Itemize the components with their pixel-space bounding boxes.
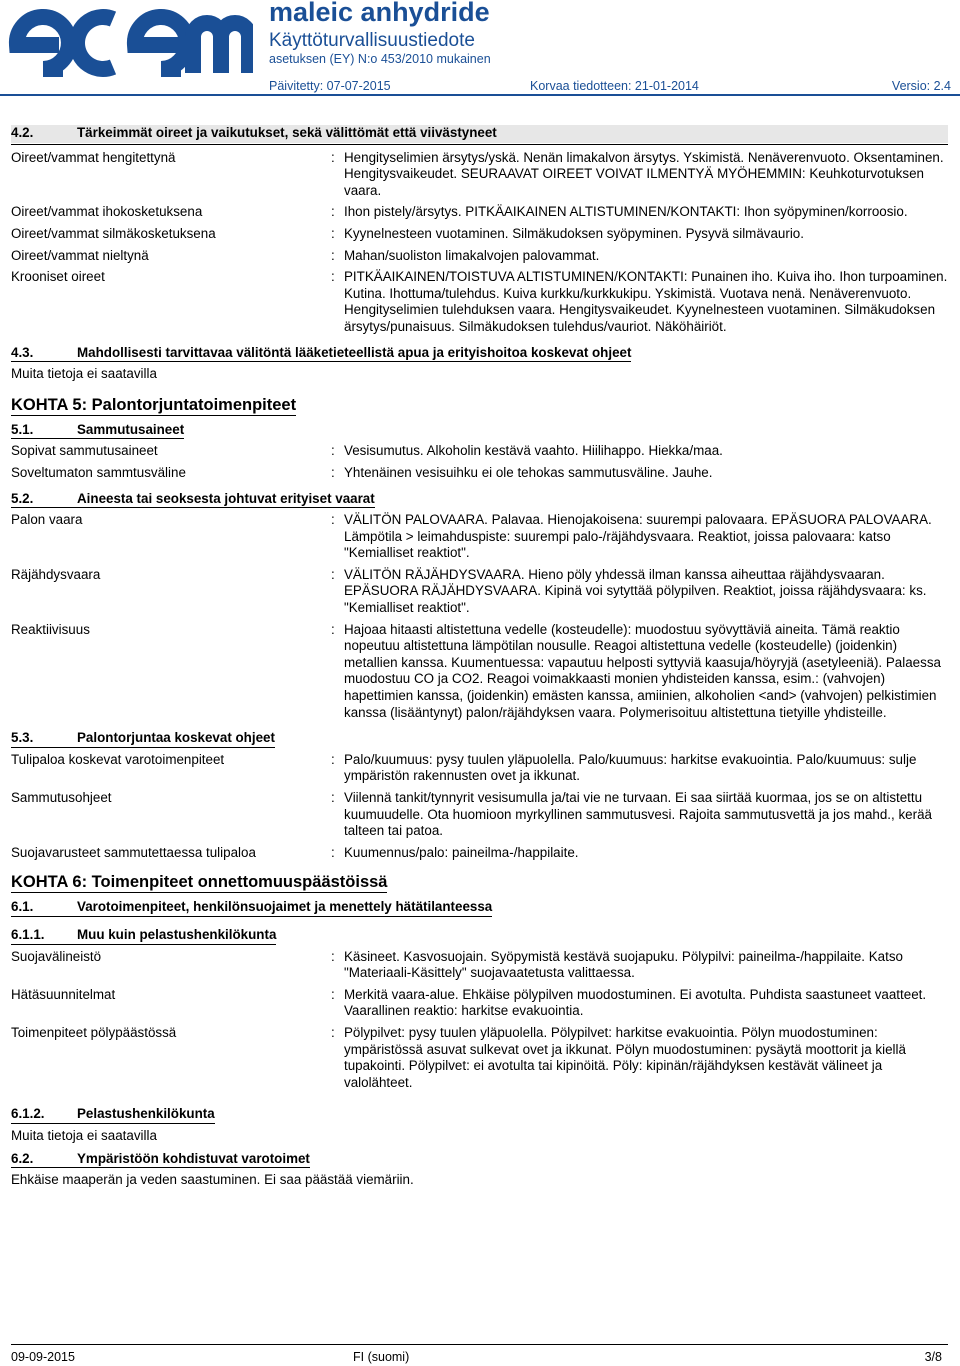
table-row: Oireet/vammat hengitettynä : Hengityselimien ärsytys/yskä. Nenän limakalvon ärsytys. Yskimistä. Nenäverenvuoto. Oksentaminen. Hengitysvaikeudet. SEURAAVAT OIREET VOIVAT ILMENTYÄ MYÖHEMMIN: Keuhkoturvotuksen vaara. bbox=[11, 149, 944, 198]
table-row: Suojavälineistö : Käsineet. Kasvosuojain. Syöpymistä kestävä suojapuku. Pölypilvi: paineilma-/happilaite. Katso "Materiaali-Käsittely" suojavaatetusta valittaessa. bbox=[11, 948, 903, 981]
ecem-logo bbox=[3, 3, 253, 83]
section-5-title: KOHTA 5: Palontorjuntatoimenpiteet bbox=[11, 395, 297, 414]
section-4-2-heading: 4.2. Tärkeimmät oireet ja vaikutukset, sekä välittömät että viivästyneet bbox=[11, 125, 948, 145]
product-name: maleic anhydride bbox=[269, 0, 490, 27]
table-row: Oireet/vammat nieltynä : Mahan/suoliston limakalvojen palovammat. bbox=[11, 247, 600, 263]
section-5-1-heading: 5.1. Sammutusaineet bbox=[11, 422, 184, 440]
table-row: Sammutusohjeet : Viilennä tankit/tynnyrit vesisumulla ja/tai vie ne turvaan. Ei saa siirtää kuormaa, jos se on altistettu kuumuudelle. Ota huomioon myrkyllinen sammutusvesi. Rajoita sammutusvettä ja jos mahd., kerää talteen tai patoa. bbox=[11, 790, 932, 839]
replaces-date: Korvaa tiedotteen: 21-01-2014 bbox=[530, 79, 699, 93]
table-row: Oireet/vammat ihokosketuksena : Ihon pistely/ärsytys. PITKÄAIKAINEN ALTISTUMINEN/KONTAKTI: Ihon syöpyminen/korroosio. bbox=[11, 204, 908, 220]
page-number: 3/8 bbox=[924, 1350, 942, 1364]
section-4-3-heading: 4.3. Mahdollisesti tarvittavaa välitöntä lääketieteellistä apua ja erityishoitoa koskevat ohjeet bbox=[11, 345, 631, 363]
updated-date: Päivitetty: 07-07-2015 bbox=[269, 79, 391, 93]
table-row: Sopivat sammutusaineet : Vesisumutus. Alkoholin kestävä vaahto. Hiilihappo. Hiekka/maa. bbox=[11, 443, 723, 459]
document-body bbox=[11, 125, 948, 1195]
table-row: Soveltumaton sammtusväline : Yhtenäinen vesisuihku ei ole tehokas sammutusväline. Jauhe. bbox=[11, 464, 713, 480]
section-6-1-2-heading: 6.1.2. Pelastushenkilökunta bbox=[11, 1106, 215, 1124]
footer-date: 09-09-2015 bbox=[11, 1350, 75, 1364]
table-row: Räjähdysvaara : VÄLITÖN RÄJÄHDYSVAARA. Hieno pöly yhdessä ilman kanssa aiheuttaa räjähdysvaaran. EPÄSUORA RÄJÄHDYSVAARA. Kipinä voi sytyttää pölypilven. Reaktiot, joissa räjähdysvaara: ks. "Kemialliset reaktiot". bbox=[11, 566, 927, 616]
table-row: Palon vaara : VÄLITÖN PALOVAARA. Palavaa. Hienojakoisena: suurempi palovaara. EPÄSUORA PALOVAARA. Lämpötila > leimahduspiste: suurempi palo-/räjähdysvaara. Reaktiot, joissa palovaara: katso "Kemialliset reaktiot". bbox=[11, 512, 932, 561]
table-row: Tulipaloa koskevat varotoimenpiteet : Palo/kuumuus: pysy tuulen yläpuolella. Palo/kuumuus: harkitse evakuointia. Palo/kuumuus: sulje ympäristön rakennusten ovet ja ikkunat. bbox=[11, 751, 917, 784]
section-5-2-heading: 5.2. Aineesta tai seoksesta johtuvat erityiset vaarat bbox=[11, 491, 375, 509]
section-6-1-heading: 6.1. Varotoimenpiteet, henkilönsuojaimet ja menettely hätätilanteessa bbox=[11, 899, 492, 917]
header-divider bbox=[0, 94, 960, 96]
footer-divider bbox=[11, 1344, 948, 1345]
section-6-title: KOHTA 6: Toimenpiteet onnettomuuspäästöissä bbox=[11, 873, 388, 892]
section-6-2-heading: 6.2. Ympäristöön kohdistuvat varotoimet bbox=[11, 1151, 310, 1169]
section-4-2-rows bbox=[11, 150, 948, 336]
document-type: Käyttöturvallisuustiedote bbox=[269, 30, 475, 51]
section-5-3-heading: 5.3. Palontorjuntaa koskevat ohjeet bbox=[11, 730, 275, 748]
version-label: Versio: 2.4 bbox=[891, 79, 951, 93]
section-4-3-text: Muita tietoja ei saatavilla bbox=[11, 366, 157, 382]
regulation-text: asetuksen (EY) N:o 453/2010 mukainen bbox=[269, 52, 491, 66]
table-row: Krooniset oireet : PITKÄAIKAINEN/TOISTUVA ALTISTUMINEN/KONTAKTI: Punainen iho. Kuiva iho. Ihon turpoaminen. Kutina. Ihottuma/tulehdus. Kuiva kurkku/kurkkukipu. Yskimistä. Vuotava nenä. Nenäverenvuoto. Hengityselimien tulehduksen vaara. Hengitysvaikeudet. Kyynelnesteen vuotaminen. Silmäkudoksen ärsytys/punaisuus. Silmäkudoksen tulehdus/vauriot. Näköhäiriöt. bbox=[11, 269, 948, 334]
table-row: Toimenpiteet pölypäästössä : Pölypilvet: pysy tuulen yläpuolella. Pölypilvet: harkitse evakuointia. Pölyn muodostuminen: ympäristössä asuvat sulkevat ovet ja ikkunat. Pölyn muodostuminen: pysäytä moottorit ja kiellä tupakointi. Pölypilvet: ei avotulta tai kipinöitä. Pöly: kipinän/räjähdyksen kestävät välineet ja valolähteet. bbox=[11, 1024, 906, 1090]
section-6-1-2-text: Muita tietoja ei saatavilla bbox=[11, 1127, 157, 1143]
table-row: Hätäsuunnitelmat : Merkitä vaara-alue. Ehkäise pölypilven muodostuminen. Ei avotulta. Puhdista saastuneet vaatteet. Vaarallinen reaktio: harkitse evakuointia. bbox=[11, 986, 927, 1019]
section-6-1-1-heading: 6.1.1. Muu kuin pelastushenkilökunta bbox=[11, 927, 276, 945]
table-row: Suojavarusteet sammutettaessa tulipaloa : Kuumennus/palo: paineilma-/happilaite. bbox=[11, 844, 579, 860]
table-row: Oireet/vammat silmäkosketuksena : Kyynelnesteen vuotaminen. Silmäkudoksen syöpyminen. Pysyvä silmävaurio. bbox=[11, 225, 804, 241]
section-6-2-text: Ehkäise maaperän ja veden saastuminen. Ei saa päästää viemäriin. bbox=[11, 1172, 414, 1188]
table-row: Reaktiivisuus : Hajoaa hitaasti altistettuna vedelle (kosteudelle): muodostuu syövyttäviä aineita. Tämä reaktio nopeutuu altistettuna lämpötilan nousulle. Reagoi altistettuna vedelle (kosteudelle) (joidenkin) metallien kanssa. Kuumentuessa: vapautuu helposti syttyviä kaasuja/höyryjä (asetyleeniä). Palaessa muodostuu CO ja CO2. Reagoi voimakkaasti monien yhdisteiden kanssa, esim.: (vahvojen) hapettimien kanssa, (joidenkin) emästen kanssa, amiinien, alkoholien <and> (vahvojen) pelkistimien kanssa (lisääntynyt) palon/räjähdyksen vaara. Polymerisoituu altistettuna tietyille yhdisteille. bbox=[11, 621, 941, 720]
footer-language: FI (suomi) bbox=[353, 1350, 410, 1364]
